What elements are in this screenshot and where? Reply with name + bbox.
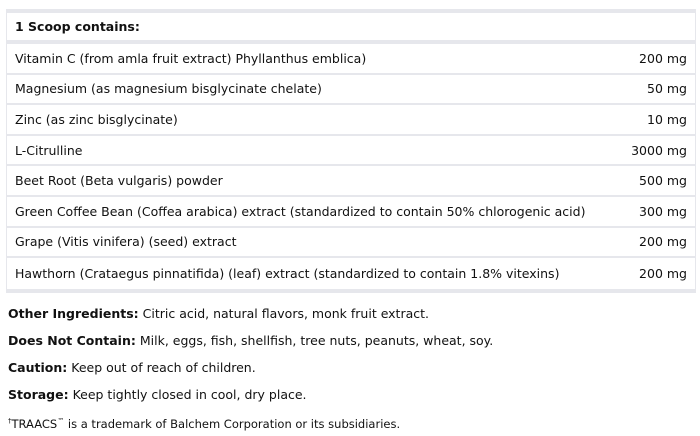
supplement-facts-table (6, 9, 696, 293)
label-notes (8, 305, 698, 433)
tm-mark: ™ (57, 417, 65, 425)
does-not-contain-label: Does Not Contain: (8, 333, 136, 348)
table-row (7, 197, 695, 228)
trademark-text: is a trademark of Balchem Corporation or its subsidiaries. (64, 417, 401, 431)
ingredient-name: Magnesium (as magnesium bisglycinate chelate) (15, 81, 322, 97)
ingredient-name: Beet Root (Beta vulgaris) powder (15, 173, 223, 189)
table-row (7, 228, 695, 259)
ingredient-name: Green Coffee Bean (Coffea arabica) extract (standardized to contain 50% chlorogenic acid) (15, 203, 586, 219)
ingredient-amount: 200 mg (639, 265, 687, 281)
ingredient-amount: 50 mg (647, 81, 687, 97)
does-not-contain-text: Milk, eggs, fish, shellfish, tree nuts, peanuts, wheat, soy. (135, 333, 494, 348)
trademark-note (8, 413, 698, 433)
table-row (7, 136, 695, 167)
ingredient-amount: 200 mg (639, 234, 687, 250)
caution-text: Keep out of reach of children. (67, 360, 256, 375)
ingredient-name: Grape (Vitis vinifera) (seed) extract (15, 234, 237, 250)
facts-rows (7, 44, 695, 289)
caution-label: Caution: (8, 360, 68, 375)
storage-text: Keep tightly closed in cool, dry place. (68, 387, 307, 402)
serving-header: 1 Scoop contains: (7, 13, 695, 44)
dagger-mark: † (8, 417, 12, 425)
trademark-brand: TRAACS (11, 417, 58, 431)
ingredient-amount: 10 mg (647, 111, 687, 127)
table-row (7, 258, 695, 289)
storage-label: Storage: (8, 387, 69, 402)
other-ingredients-note (8, 305, 698, 332)
ingredient-amount: 3000 mg (631, 142, 687, 158)
table-row (7, 105, 695, 136)
does-not-contain-note (8, 332, 698, 359)
other-ingredients-label: Other Ingredients: (8, 306, 139, 321)
table-row (7, 75, 695, 106)
other-ingredients-text: Citric acid, natural flavors, monk fruit extract. (138, 306, 430, 321)
table-row (7, 44, 695, 75)
ingredient-name: L-Citrulline (15, 142, 83, 158)
ingredient-amount: 200 mg (639, 50, 687, 66)
caution-note (8, 359, 698, 386)
table-row (7, 166, 695, 197)
ingredient-name: Hawthorn (Crataegus pinnatifida) (leaf) extract (standardized to contain 1.8% vitexins) (15, 265, 560, 281)
ingredient-name: Vitamin C (from amla fruit extract) Phyllanthus emblica) (15, 50, 367, 66)
ingredient-name: Zinc (as zinc bisglycinate) (15, 111, 178, 127)
ingredient-amount: 300 mg (639, 203, 687, 219)
storage-note (8, 386, 698, 413)
ingredient-amount: 500 mg (639, 173, 687, 189)
